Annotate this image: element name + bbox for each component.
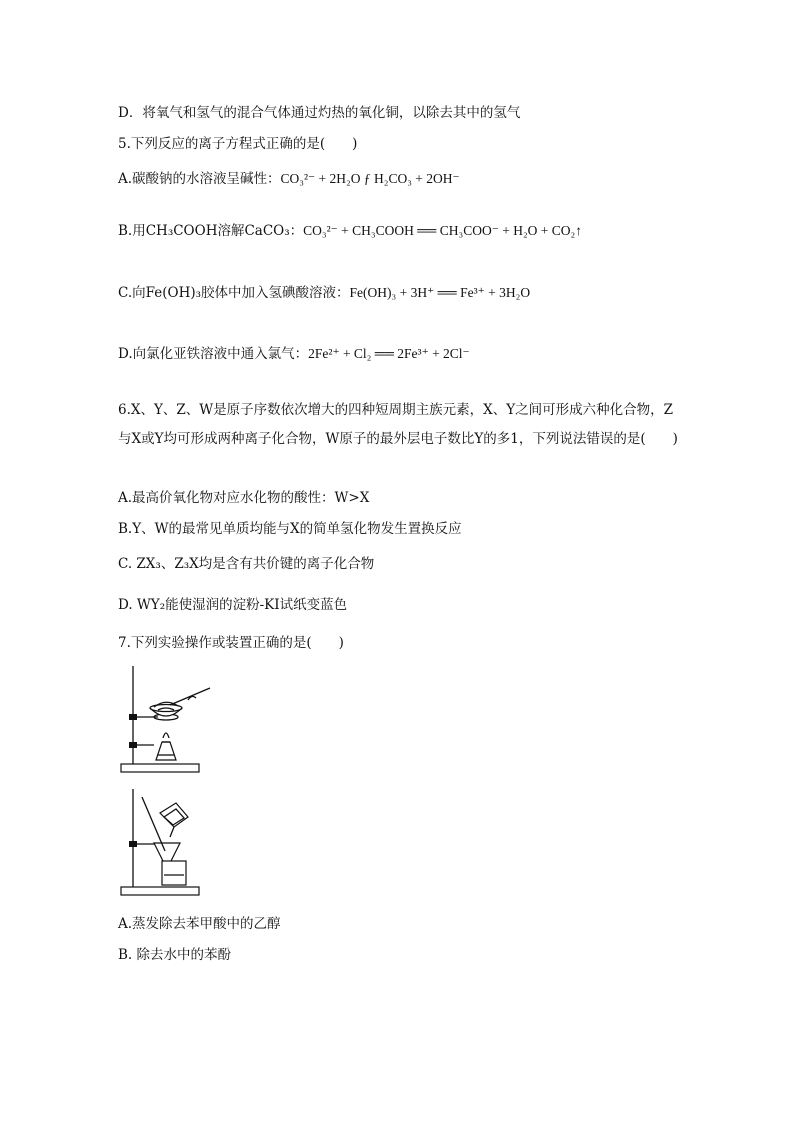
q5-stem: 5.下列反应的离子方程式正确的是( ) <box>118 136 358 152</box>
q5-option-c <box>118 284 530 302</box>
q5-option-d-equation: 2Fe²⁺ + Cl₂ ══ 2Fe³⁺ + 2Cl⁻ <box>308 346 470 361</box>
q5-option-a-equation: CO₃²⁻ + 2H₂O ƒ H₂CO₃ + 2OH⁻ <box>280 171 460 186</box>
q6-option-c: C. ZX₃、Z₃X均是含有共价键的离子化合物 <box>118 556 375 572</box>
q6-option-a: A.最高价氧化物对应水化物的酸性：W>X <box>118 490 370 506</box>
q5-option-a <box>118 170 460 188</box>
q5-option-a-prefix: A.碳酸钠的水溶液呈碱性： <box>118 171 281 187</box>
q5-option-b-equation: CO₃²⁻ + CH₃COOH ══ CH₃COO⁻ + H₂O + CO₂↑ <box>303 223 582 238</box>
q7-option-b: B. 除去水中的苯酚 <box>118 947 232 963</box>
q7-option-a: A.蒸发除去苯甲酸中的乙醇 <box>118 916 281 932</box>
q4-option-d: D．将氧气和氢气的混合气体通过灼热的氧化铜，以除去其中的氢气 <box>118 105 521 121</box>
q6-option-b: B.Y、W的最常见单质均能与X的简单氢化物发生置换反应 <box>118 521 462 537</box>
q5-option-b-prefix: B.用CH₃COOH溶解CaCO₃： <box>118 223 304 239</box>
q5-option-d <box>118 345 470 363</box>
q5-option-b <box>118 222 582 240</box>
q5-option-d-prefix: D.向氯化亚铁溶液中通入氯气： <box>118 346 309 362</box>
q6-stem: 6.X、Y、Z、W是原子序数依次增大的四种短周期主族元素，X、Y之间可形成六种化合物，Z与X或Y均可形成两种离子化合物，W原子的最外层电子数比Y的多1，下列说法错误的是( ) <box>118 402 678 447</box>
q5-option-c-prefix: C.向Fe(OH)₃胶体中加入氢碘酸溶液： <box>118 285 350 301</box>
q7-stem: 7.下列实验操作或装置正确的是( ) <box>118 635 344 651</box>
evaporation-apparatus-figure <box>118 660 228 780</box>
q6-option-d: D. WY₂能使湿润的淀粉-KI试纸变蓝色 <box>118 597 348 613</box>
q5-option-c-equation: Fe(OH)₃ + 3H⁺ ══ Fe³⁺ + 3H₂O <box>349 285 531 300</box>
filtration-apparatus-figure <box>118 785 228 905</box>
